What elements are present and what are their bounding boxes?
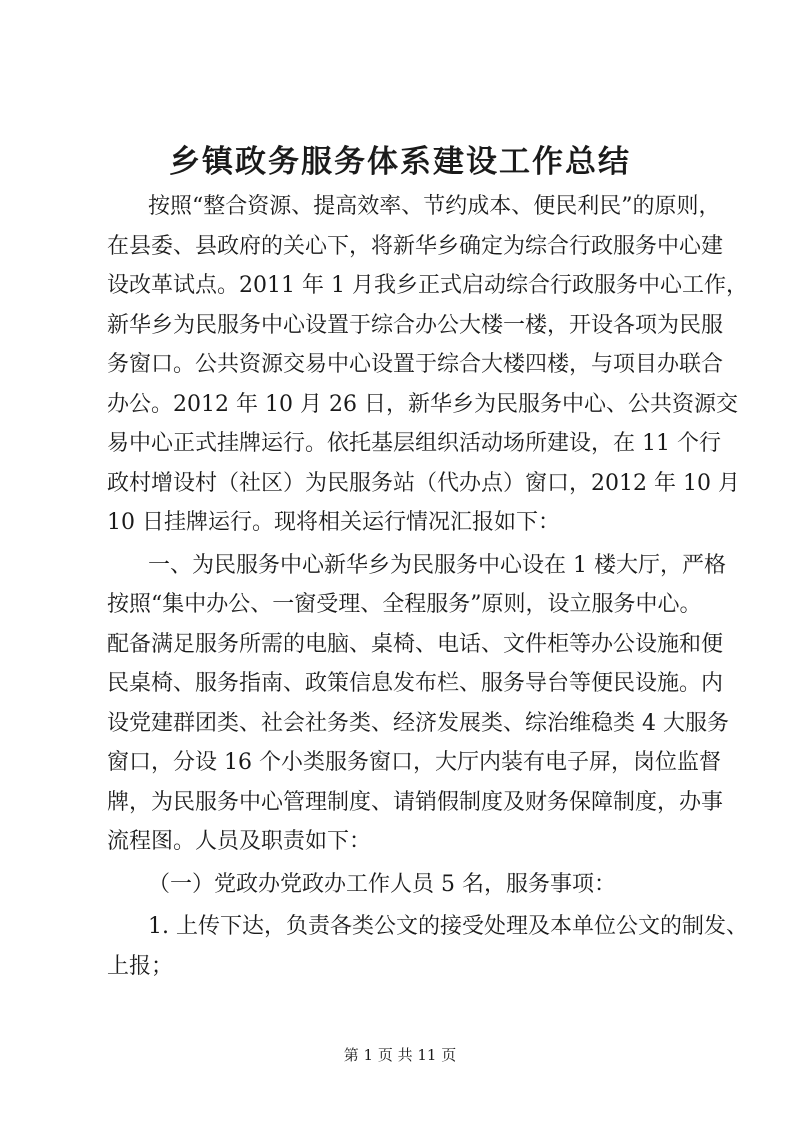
body-line-16: 牌，为民服务中心管理制度、请销假制度及财务保障制度，办事 [107,790,724,815]
list-item-line-1: 1. 上传下达，负责各类公文的接受处理及本单位公文的制发、 [148,914,748,939]
body-line-10: 一、为民服务中心新华乡为民服务中心设在 1 楼大厅，严格 [148,553,726,578]
body-line-8: 政村增设村（社区）为民服务站（代办点）窗口，2012 年 10 月 [107,471,740,496]
document-title: 乡镇政务服务体系建设工作总结 [169,144,631,180]
page-footer: 第 1 页 共 11 页 [343,1046,457,1064]
body-line-1: 按照“整合资源、提高效率、节约成本、便民利民”的原则， [148,194,721,219]
body-line-7: 易中心正式挂牌运行。依托基层组织活动场所建设，在 11 个行 [107,431,721,456]
body-line-12: 配备满足服务所需的电脑、桌椅、电话、文件柜等办公设施和便 [107,632,724,657]
body-line-17: 流程图。人员及职责如下： [107,829,372,854]
body-line-9: 10 日挂牌运行。现将相关运行情况汇报如下： [107,510,560,535]
body-line-5: 务窗口。公共资源交易中心设置于综合大楼四楼，与项目办联合 [107,352,724,377]
body-line-14: 设党建群团类、社会社务类、经济发展类、综治维稳类 4 大服务 [107,711,729,736]
list-item-line-2: 上报； [107,954,174,979]
body-line-15: 窗口，分设 16 个小类服务窗口，大厅内装有电子屏，岗位监督 [107,750,721,775]
body-line-4: 新华乡为民服务中心设置于综合办公大楼一楼，开设各项为民服 [107,313,724,338]
body-line-3: 设改革试点。2011 年 1 月我乡正式启动综合行政服务中心工作， [107,273,748,298]
body-line-13: 民桌椅、服务指南、政策信息发布栏、服务导台等便民设施。内 [107,671,724,696]
section-heading-line: （一）党政办党政办工作人员 5 名，服务事项： [148,872,616,897]
body-line-2: 在县委、县政府的关心下，将新华乡确定为综合行政服务中心建 [107,234,724,259]
body-line-6: 办公。2012 年 10 月 26 日，新华乡为民服务中心、公共资源交 [107,392,738,417]
body-line-11: 按照“集中办公、一窗受理、全程服务”原则，设立服务中心。 [107,592,702,617]
